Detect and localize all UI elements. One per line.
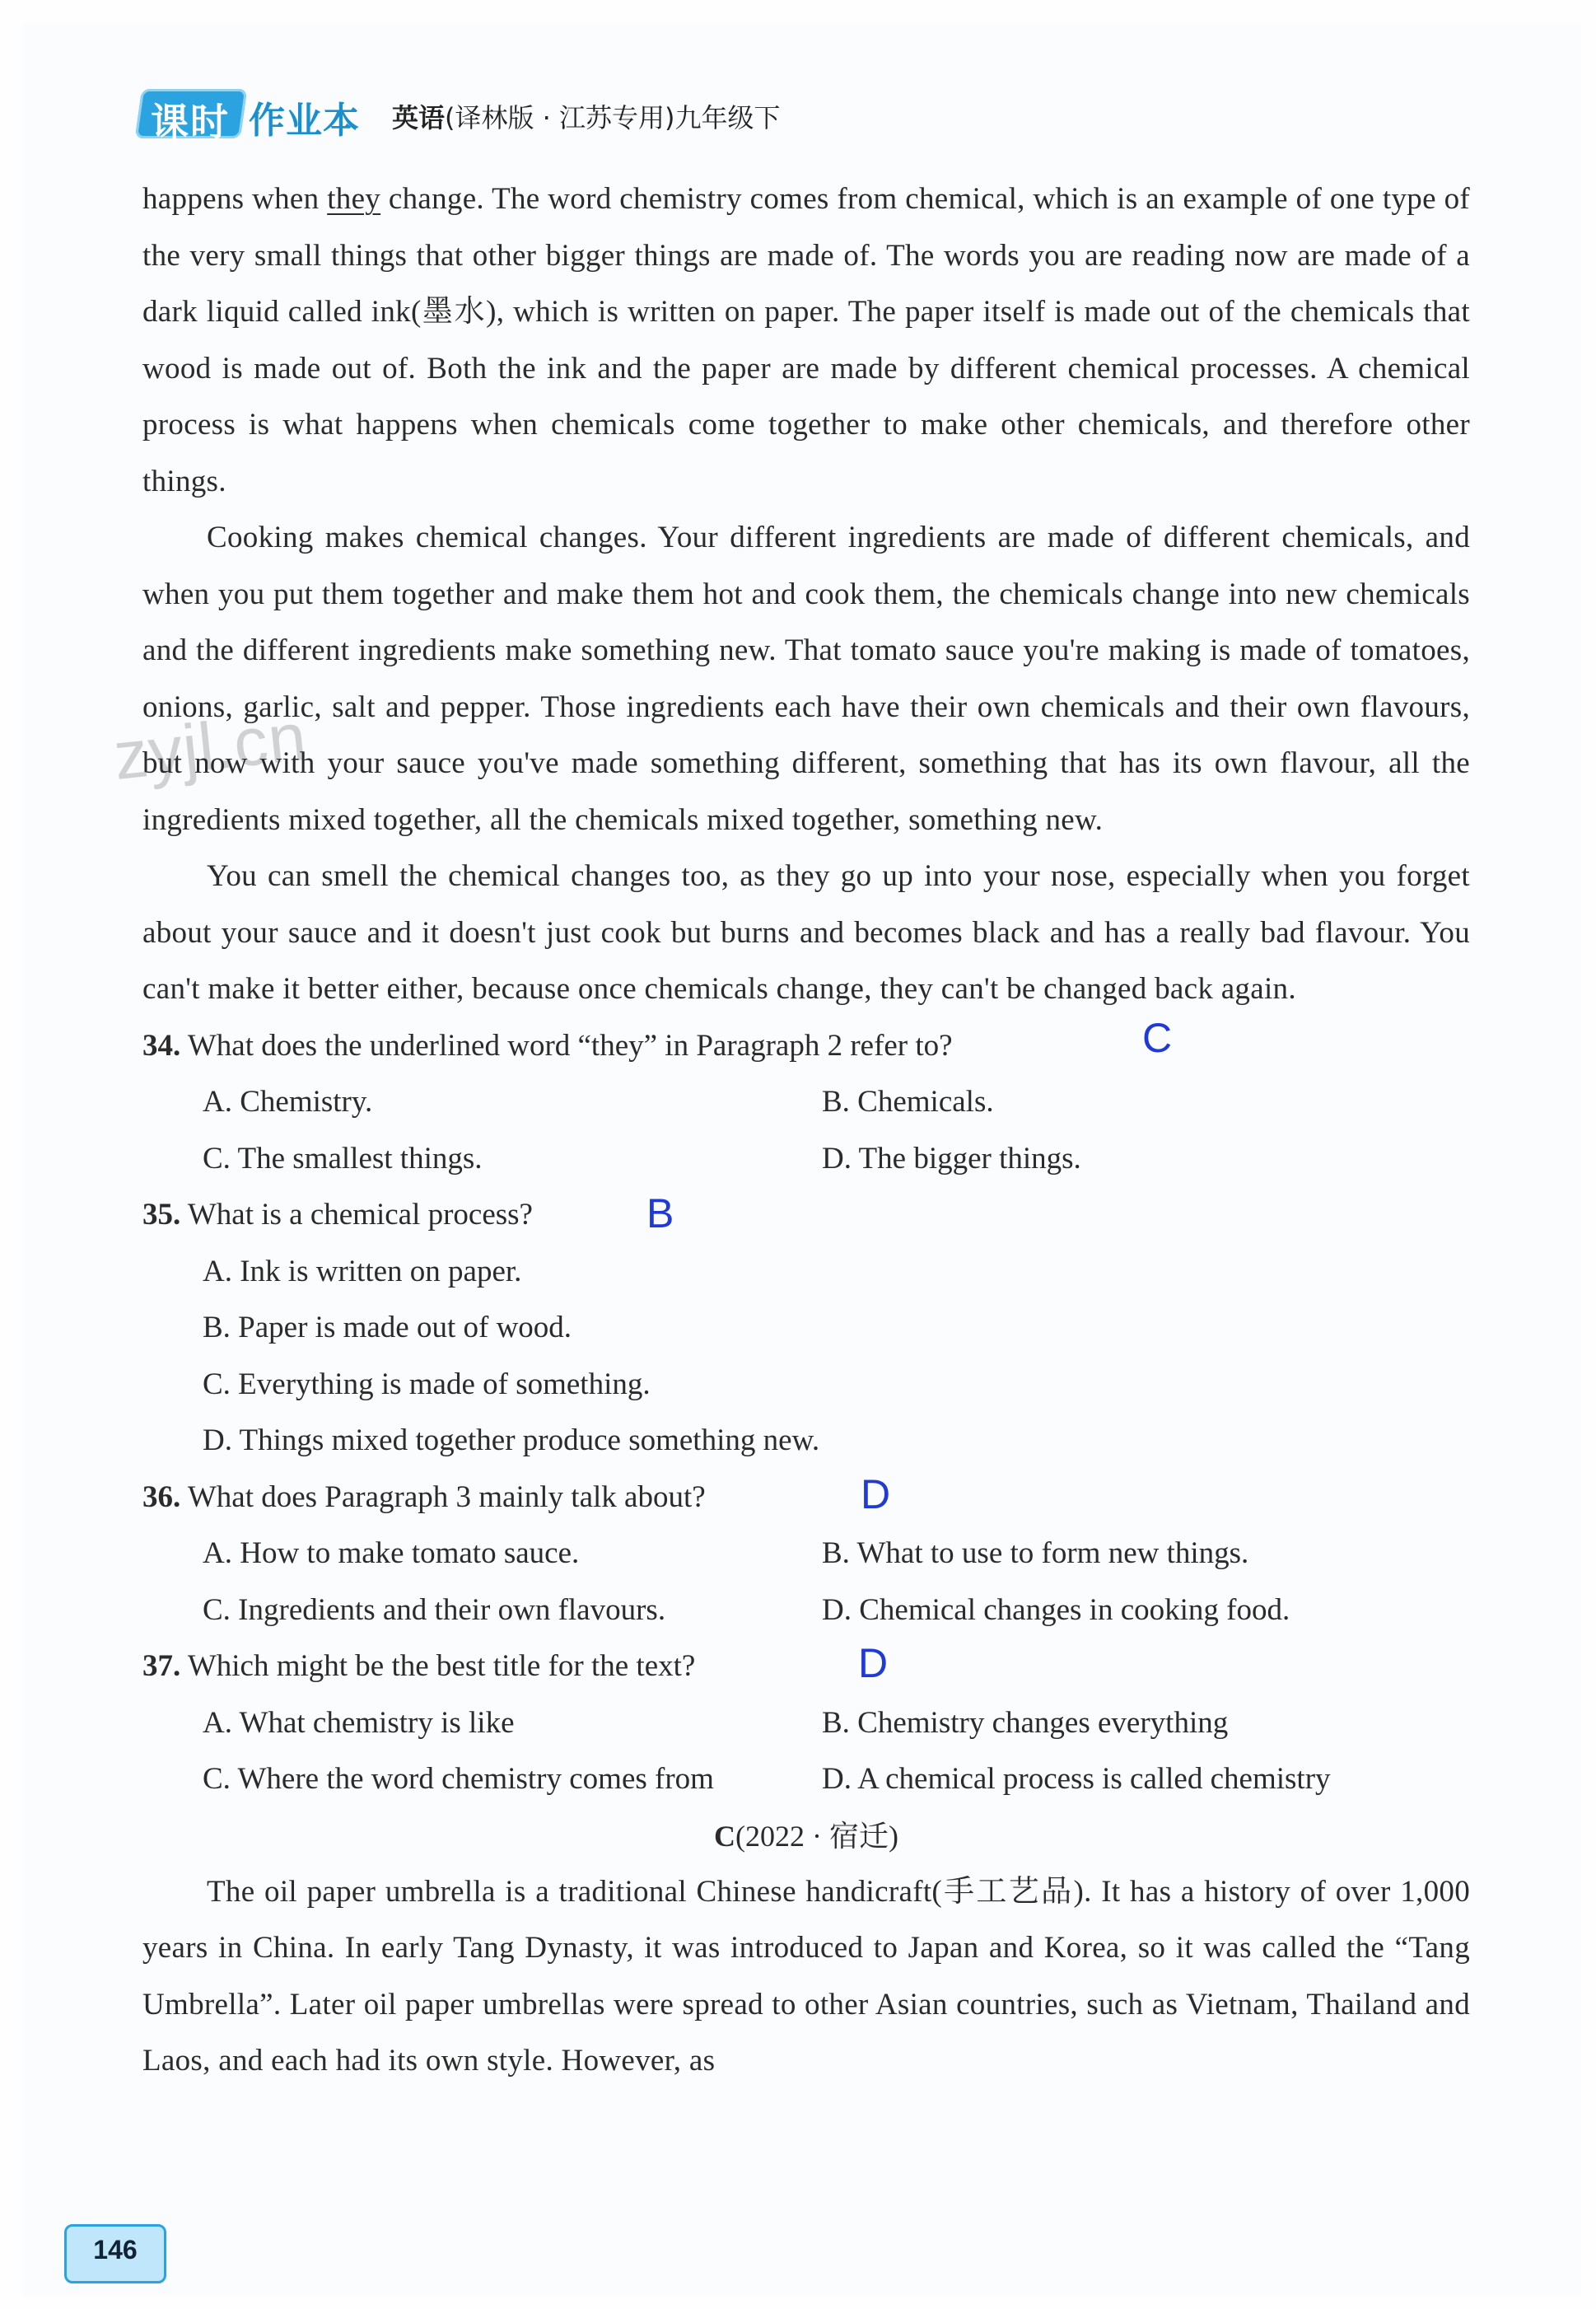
section-label: C bbox=[714, 1819, 736, 1853]
option-d: D. A chemical process is called chemistry bbox=[822, 1762, 1331, 1796]
p1-before: happens when bbox=[142, 182, 328, 216]
option-c: C. Everything is made of something. bbox=[203, 1367, 651, 1401]
paragraph-2: Cooking makes chemical changes. Your different ingredients are made of different chemicals, and when you put them together and make them hot and cook them, the chemicals change into new chemicals and the different ingredients make something new. That tomato sauce you're making is made of tomatoes, onions, garlic, salt and pepper. Those ingredients each have their own chemicals and their own flavours, but now with your sauce you've made something different, something that has its own flavour, all the ingredients mixed together, all the chemicals mixed together, something new. bbox=[142, 521, 1470, 837]
handwritten-answer: C bbox=[1142, 1014, 1173, 1061]
section-c-heading bbox=[142, 1808, 1470, 1864]
question-number: 36. bbox=[142, 1479, 181, 1514]
p1-after: change. The word chemistry comes from chemical, which is an example of one type of the very small things that other bigger things are made of. The words you are reading now are made of a dark liquid called ink(墨水), which is written on paper. The paper itself is made out of the chemicals that wood is made out of. Both the ink and the paper are made by different chemical processes. A chemical process is what happens when chemicals come together to make other chemicals, and therefore other things. bbox=[142, 182, 1470, 498]
question-36 bbox=[142, 1470, 1470, 1526]
question-number: 35. bbox=[142, 1198, 181, 1232]
option-c: C. Where the word chemistry comes from bbox=[203, 1762, 714, 1796]
option-row bbox=[203, 1074, 1470, 1131]
option-row bbox=[203, 1695, 1470, 1752]
option-d: D. The bigger things. bbox=[822, 1141, 1081, 1176]
edition-label: (译林版 · 江苏专用)九年级下 bbox=[445, 102, 781, 133]
question-number: 37. bbox=[142, 1649, 181, 1683]
option-row bbox=[203, 1131, 1470, 1188]
option-b: B. Chemicals. bbox=[822, 1085, 994, 1119]
option-row bbox=[203, 1582, 1470, 1639]
option-b: B. What to use to form new things. bbox=[822, 1536, 1249, 1570]
page-number-badge bbox=[64, 2224, 166, 2283]
underlined-word: they bbox=[327, 182, 381, 216]
question-text: What does Paragraph 3 mainly talk about? bbox=[187, 1479, 706, 1514]
option-b: B. Paper is made out of wood. bbox=[203, 1311, 572, 1344]
option-a: A. Chemistry. bbox=[203, 1085, 373, 1119]
option-d: D. Things mixed together produce something new. bbox=[203, 1423, 820, 1457]
brand-logo bbox=[135, 89, 247, 144]
option-b: B. Chemistry changes everything bbox=[822, 1705, 1229, 1740]
options-36 bbox=[203, 1526, 1470, 1638]
paragraph-1 bbox=[142, 171, 1470, 510]
page-number: 146 bbox=[93, 2235, 138, 2265]
option-d: D. Chemical changes in cooking food. bbox=[822, 1592, 1290, 1627]
question-37 bbox=[142, 1638, 1470, 1695]
handwritten-answer: D bbox=[858, 1640, 889, 1686]
question-text: Which might be the best title for the text? bbox=[187, 1649, 696, 1683]
options-35 bbox=[203, 1244, 1470, 1470]
paragraph-3: You can smell the chemical changes too, as they go up into your nose, especially when you forget about your sauce and it doesn't just cook but burns and becomes black and has a really bad flavour. You can't make it better either, because once chemicals change, they can't be changed back again. bbox=[142, 859, 1470, 1006]
options-34 bbox=[203, 1074, 1470, 1187]
options-37 bbox=[203, 1695, 1470, 1808]
question-text: What is a chemical process? bbox=[187, 1198, 533, 1232]
section-c-paragraph: The oil paper umbrella is a traditional Chinese handicraft(手工艺品). It has a history of over 1,000 years in China. In early Tang Dynasty, it was introduced to Japan and Korea, so it was called the “Tang Umbrella”. Later oil paper umbrellas were spread to other Asian countries, such as Vietnam, Thailand and Laos, and each had its own style. However, as bbox=[142, 1874, 1470, 2078]
section-source: (2022 · 宿迁) bbox=[735, 1819, 898, 1853]
question-number: 34. bbox=[142, 1028, 181, 1063]
subject-label: 英语 bbox=[392, 102, 446, 133]
option-c: C. Ingredients and their own flavours. bbox=[203, 1592, 666, 1627]
book-subject bbox=[392, 97, 781, 135]
option-a: A. What chemistry is like bbox=[203, 1705, 515, 1740]
option-a: A. Ink is written on paper. bbox=[203, 1254, 522, 1288]
option-c: C. The smallest things. bbox=[203, 1141, 483, 1176]
option-row bbox=[203, 1751, 1470, 1808]
handwritten-answer: B bbox=[646, 1190, 674, 1236]
brand-title: 作业本 bbox=[249, 100, 360, 142]
option-a: A. How to make tomato sauce. bbox=[203, 1536, 580, 1570]
question-35 bbox=[142, 1187, 1470, 1244]
watermark: zyjl.cn bbox=[110, 699, 310, 795]
page-content bbox=[142, 171, 1470, 2090]
question-text: What does the underlined word “they” in Paragraph 2 refer to? bbox=[187, 1028, 953, 1063]
question-34 bbox=[142, 1014, 1470, 1075]
handwritten-answer: D bbox=[861, 1470, 891, 1517]
brand-box-text: 课时 bbox=[151, 100, 231, 144]
page-header bbox=[138, 79, 1538, 145]
option-row bbox=[203, 1526, 1470, 1582]
